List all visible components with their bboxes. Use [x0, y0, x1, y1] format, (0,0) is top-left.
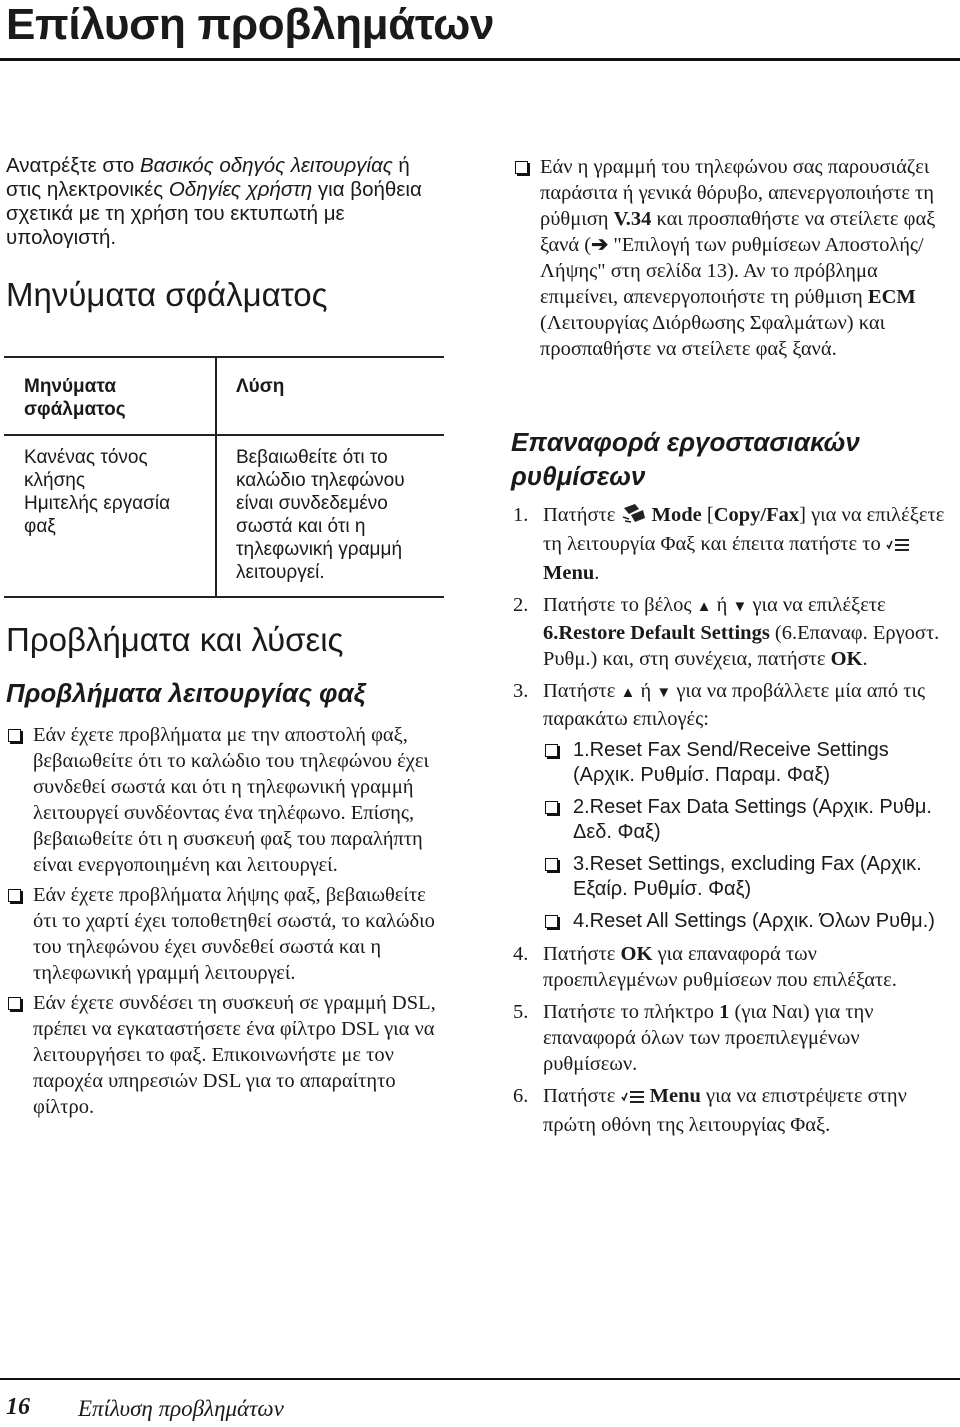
- step-item: [513, 941, 955, 993]
- copy-fax-label: Copy/Fax: [713, 504, 800, 526]
- step-number: 6.: [513, 1085, 529, 1107]
- page-number: 16: [6, 1394, 30, 1420]
- checkbox-bullet-icon: [545, 858, 558, 871]
- text: Πατήστε το πλήκτρο: [543, 1001, 720, 1023]
- intro-paragraph: [6, 154, 446, 250]
- list-item: [6, 882, 446, 986]
- fax-problems-subheading: Προβλήματα λειτουργίας φαξ: [6, 678, 366, 708]
- footer-rule: [0, 1378, 960, 1380]
- text: Πατήστε το βέλος: [543, 594, 697, 616]
- step-number: 3.: [513, 680, 529, 702]
- reset-option-text: 2.Reset Fax Data Settings (Αρχικ. Ρυθμ. Δεδ. Φαξ): [573, 796, 932, 843]
- text: (Λειτουργίας Διόρθωσης Σφαλμάτων) και προσπαθήστε να στείλετε φαξ ξανά.: [540, 312, 886, 360]
- arrow-down-icon: ▼: [732, 599, 748, 615]
- table-header-message: Μηνύματα σφάλματος: [24, 376, 126, 420]
- ok-button-label: OK: [620, 943, 653, 965]
- text: ή: [635, 680, 657, 702]
- list-item: [6, 990, 446, 1120]
- footer-title: Επίλυση προβλημάτων: [78, 1396, 284, 1421]
- checkbox-bullet-icon: [545, 915, 558, 928]
- table-rule: [4, 434, 444, 436]
- list-item-text: Εάν έχετε συνδέσει τη συσκευή σε γραμμή DSL, πρέπει να εγκαταστήσετε ένα φίλτρο DSL για να λειτουργήσει το φαξ. Επικοινωνήστε με τον παροχέα υπηρεσιών DSL για το απαραίτητο φίλτρο.: [33, 992, 436, 1118]
- text: Πατήστε: [543, 943, 621, 965]
- reset-option: [543, 738, 955, 788]
- text: (6.Επαναφ. Εργοστ. Ρυθμ.) και, στη συνέχεια, πατήστε: [543, 622, 940, 670]
- step-item: [513, 999, 955, 1077]
- text: για να επιστρέψετε στην πρώτη οθόνη της λειτουργίας Φαξ.: [543, 1085, 907, 1136]
- setting-v34: V.34: [613, 208, 652, 230]
- text: Πατήστε: [543, 1085, 621, 1107]
- reset-steps-list: [513, 502, 955, 1144]
- reset-options-list: [543, 738, 955, 934]
- menu-icon: [886, 534, 910, 560]
- checkbox-bullet-icon: [545, 801, 558, 814]
- arrow-down-icon: ▼: [656, 685, 672, 701]
- table-rule: [4, 356, 444, 358]
- table-header-solution: Λύση: [236, 376, 285, 397]
- reset-option-text: 4.Reset All Settings (Αρχικ. Όλων Ρυθμ.): [573, 910, 935, 932]
- arrow-up-icon: ▲: [620, 685, 636, 701]
- title-rule: [0, 58, 960, 61]
- reset-option-text: 1.Reset Fax Send/Receive Settings (Αρχικ. Ρυθμίσ. Παραμ. Φαξ): [573, 739, 889, 786]
- text: .: [594, 562, 600, 584]
- table-column-divider: [215, 356, 217, 598]
- text: για να προβάλλετε μία από τις παρακάτω επιλογές:: [543, 680, 926, 730]
- step-number: 2.: [513, 594, 529, 616]
- intro-text: ή στις ηλεκτρονικές: [6, 154, 410, 201]
- text: Πατήστε: [543, 504, 621, 526]
- menu-button-label: Menu: [649, 1085, 701, 1107]
- checkbox-bullet-icon: [545, 744, 558, 757]
- table-cell-message: [24, 446, 204, 538]
- checkbox-bullet-icon: [8, 997, 21, 1010]
- step-number: 5.: [513, 1001, 529, 1023]
- cross-reference-link[interactable]: "Επιλογή των ρυθμίσεων Αποστολής/Λήψης" στη σελίδα 13). Αν το πρόβλημα επιμείνει, απενεργοποιήστε τη ρύθμιση: [540, 234, 924, 308]
- fax-problems-list: [6, 722, 446, 1124]
- mode-icon: [621, 502, 647, 531]
- menu-button-label: Menu: [543, 562, 595, 584]
- checkbox-bullet-icon: [8, 889, 21, 902]
- checkbox-bullet-icon: [515, 161, 528, 174]
- intro-italic-guide: Βασικός οδηγός λειτουργίας: [139, 154, 393, 177]
- error-messages-heading: Μηνύματα σφάλματος: [6, 276, 328, 313]
- error-messages-table: [4, 356, 444, 598]
- list-item-text: Εάν έχετε προβλήματα λήψης φαξ, βεβαιωθείτε ότι το χαρτί έχει τοποθετηθεί σωστά, το καλώδιο του τηλεφώνου έχει συνδεθεί σωστά και η τηλεφωνική γραμμή λειτουργεί.: [33, 884, 435, 984]
- table-cell-solution: Βεβαιωθείτε ότι το καλώδιο τηλεφώνου είναι συνδεδεμένο σωστά και ότι η τηλεφωνική γραμμή λειτουργεί.: [236, 447, 405, 583]
- text: ή: [711, 594, 733, 616]
- restore-default-label: 6.Restore Default Settings: [543, 622, 770, 644]
- line-noise-list: [513, 154, 953, 366]
- menu-icon: [621, 1086, 645, 1112]
- text: και προσπαθήστε να στείλετε φαξ ξανά (: [540, 208, 936, 256]
- text: .: [862, 648, 868, 670]
- key-1-label: 1: [719, 1001, 730, 1023]
- text: για επαναφορά των προεπιλεγμένων ρυθμίσεων που επιλέξατε.: [543, 943, 897, 991]
- text: για να επιλέξετε: [747, 594, 886, 616]
- list-item-text: Εάν έχετε προβλήματα με την αποστολή φαξ, βεβαιωθείτε ότι το καλώδιο του τηλεφώνου έχει συνδεθεί σωστά και ότι η τηλεφωνική γραμμή λειτουργεί συνδέοντας ένα τηλέφωνο. Επίσης, βεβαιωθείτε ότι η συσκευή φαξ του παραλήπτη είναι ενεργοποιημένη και λειτουργεί.: [33, 724, 429, 876]
- text: Εάν η γραμμή του τηλεφώνου σας παρουσιάζει παράσιτα ή γενικά θόρυβο, απενεργοποιήστε τη ρύθμιση: [540, 156, 935, 230]
- ok-button-label: OK: [830, 648, 863, 670]
- error-message: Ημιτελής εργασία φαξ: [24, 493, 171, 537]
- text: (για Ναι) για την επαναφορά όλων των προεπιλεγμένων ρυθμίσεων.: [543, 1001, 874, 1075]
- checkbox-bullet-icon: [8, 729, 21, 742]
- list-item: [6, 722, 446, 878]
- step-item: [513, 678, 955, 934]
- intro-italic-userguide: Οδηγίες χρήστη: [168, 178, 313, 201]
- reset-option: [543, 795, 955, 845]
- intro-text: Ανατρέξτε στο: [6, 154, 140, 177]
- list-item: [513, 154, 953, 362]
- step-number: 4.: [513, 943, 529, 965]
- problems-solutions-heading: Προβλήματα και λύσεις: [6, 621, 344, 658]
- reset-option: [543, 909, 955, 934]
- mode-button-label: Mode: [651, 504, 702, 526]
- page-title: Επίλυση προβλημάτων: [6, 0, 495, 49]
- reset-option: [543, 852, 955, 902]
- arrow-up-icon: ▲: [696, 599, 712, 615]
- step-item: [513, 502, 955, 586]
- intro-text: για βοήθεια σχετικά με τη χρήση του εκτυπωτή με υπολογιστή.: [6, 178, 422, 249]
- reset-option-text: 3.Reset Settings, excluding Fax (Αρχικ. Εξαίρ. Ρυθμίσ. Φαξ): [573, 853, 922, 900]
- factory-reset-heading: Επαναφορά εργοστασιακών ρυθμίσεων: [511, 427, 860, 491]
- text: ] για να επιλέξετε τη λειτουργία Φαξ και έπειτα πατήστε το: [543, 504, 945, 555]
- step-number: 1.: [513, 504, 529, 526]
- arrow-right-icon: ➔: [591, 234, 609, 256]
- step-item: [513, 592, 955, 672]
- setting-ecm: ECM: [867, 286, 916, 308]
- error-message: Κανένας τόνος κλήσης: [24, 447, 148, 491]
- text: Πατήστε: [543, 680, 621, 702]
- step-item: [513, 1083, 955, 1138]
- text: [: [701, 504, 714, 526]
- table-rule: [4, 596, 444, 598]
